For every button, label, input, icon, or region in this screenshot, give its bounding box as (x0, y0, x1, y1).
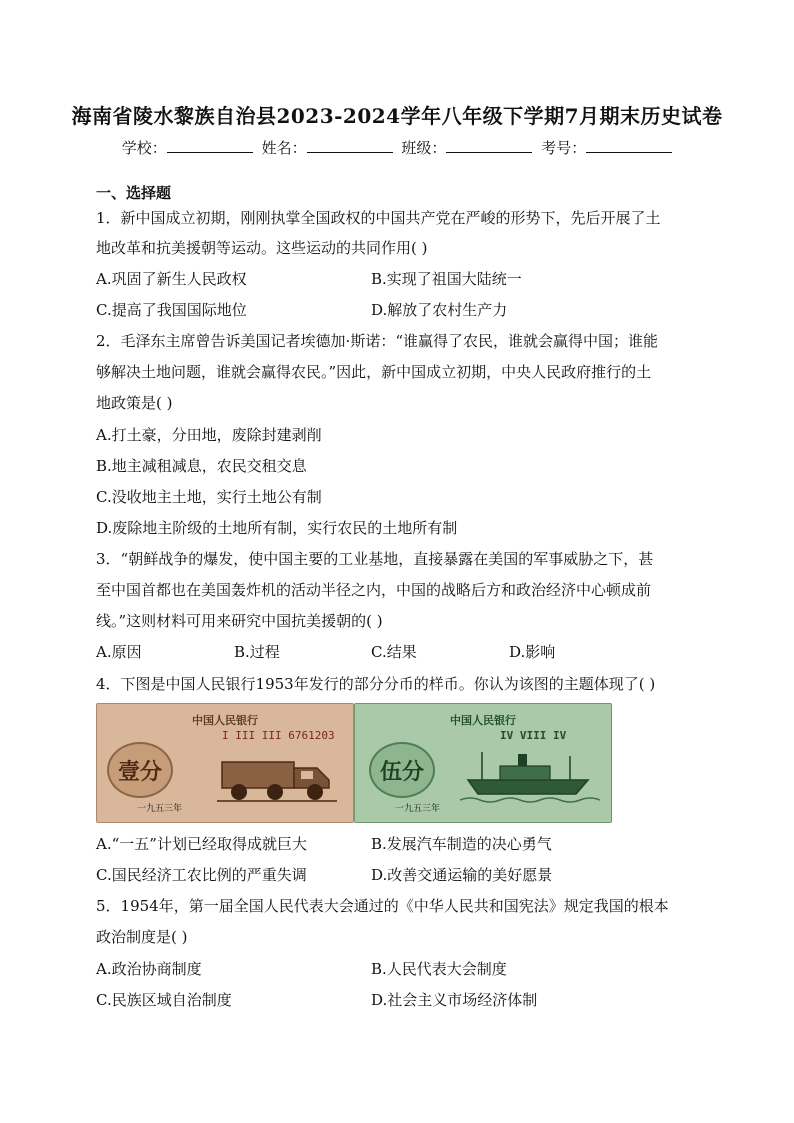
q2-line-1: 2．毛泽东主席曾告诉美国记者埃德加·斯诺：“谁赢得了农民，谁就会赢得中国；谁能 (96, 332, 658, 350)
student-info-line (0, 137, 794, 158)
ship-icon (460, 746, 600, 806)
q5-line-2: 政治制度是( ) (96, 928, 188, 946)
class-label: 班级： (401, 139, 447, 157)
one-fen-banknote (96, 703, 354, 823)
q3-line-2: 至中国首都也在美国轰炸机的活动半径之内，中国的战略后方和政治经济中心顿成前 (96, 581, 652, 599)
q5-option-a: A.政治协商制度 (96, 960, 202, 978)
school-label: 学校： (121, 139, 167, 157)
q3-line-3: 线。”这则材料可用来研究中国抗美援朝的( ) (96, 612, 383, 630)
school-blank (167, 138, 253, 153)
name-label: 姓名： (261, 139, 307, 157)
q1-option-b: B.实现了祖国大陆统一 (371, 270, 522, 288)
q2-option-a: A.打土豪，分田地，废除封建剥削 (96, 426, 322, 444)
exam-title: 海南省陵水黎族自治县2023-2024学年八年级下学期7月期末历史试卷 (71, 104, 723, 128)
q3-line-1: 3．“朝鲜战争的爆发，使中国主要的工业基地，直接暴露在美国的军事威胁之下，甚 (96, 550, 654, 568)
q1-line-1: 1．新中国成立初期，刚刚执掌全国政权的中国共产党在严峻的形势下，先后开展了土 (96, 209, 661, 227)
q5-line-1: 5．1954年，第一届全国人民代表大会通过的《中华人民共和国宪法》规定我国的根本 (96, 897, 669, 915)
q4-option-a: A.“一五”计划已经取得成就巨大 (96, 835, 307, 853)
q4-option-c: C.国民经济工农比例的严重失调 (96, 866, 307, 884)
note2-denomination: 伍分 (369, 742, 435, 798)
q2-line-2: 够解决土地问题，谁就会赢得农民。”因此，新中国成立初期，中央人民政府推行的土 (96, 363, 652, 381)
q1-option-d: D.解放了农村生产力 (371, 301, 508, 319)
q4-option-b: B.发展汽车制造的决心勇气 (371, 835, 552, 853)
q1-line-2: 地改革和抗美援朝等运动。这些运动的共同作用( ) (96, 239, 428, 257)
q3-option-c: C.结果 (371, 643, 417, 661)
q5-option-d: D.社会主义市场经济体制 (371, 991, 538, 1009)
q2-option-d: D.废除地主阶级的土地所有制，实行农民的土地所有制 (96, 519, 458, 537)
q4-option-d: D.改善交通运输的美好愿景 (371, 866, 553, 884)
q5-option-b: B.人民代表大会制度 (371, 960, 507, 978)
note1-bank-name: 中国人民银行 (192, 714, 258, 727)
q5-option-c: C.民族区域自治制度 (96, 991, 232, 1009)
banknote-image (96, 703, 610, 821)
truck-icon (217, 744, 337, 804)
five-fen-banknote (354, 703, 612, 823)
q2-option-c: C.没收地主土地，实行土地公有制 (96, 488, 322, 506)
note2-serial: IV VIII IV (500, 729, 567, 742)
exam-number-label: 考号： (541, 139, 587, 157)
note1-serial: I III III 6761203 (222, 729, 335, 742)
q3-option-b: B.过程 (234, 643, 280, 661)
q1-option-a: A.巩固了新生人民政权 (96, 270, 247, 288)
exam-number-blank (586, 138, 672, 153)
q1-option-c: C.提高了我国国际地位 (96, 301, 247, 319)
note2-bank-name: 中国人民银行 (450, 714, 516, 727)
section-heading: 一、选择题 (96, 184, 172, 202)
q3-option-d: D.影响 (509, 643, 556, 661)
name-blank (307, 138, 393, 153)
q2-option-b: B.地主减租减息，农民交租交息 (96, 457, 307, 475)
note1-year: 一九五三年 (137, 804, 183, 814)
note2-year: 一九五三年 (395, 804, 441, 814)
q4-line-1: 4．下图是中国人民银行1953年发行的部分分币的样币。你认为该图的主题体现了( ) (96, 675, 656, 693)
q2-line-3: 地政策是( ) (96, 394, 173, 412)
note1-denomination: 壹分 (107, 742, 173, 798)
q3-option-a: A.原因 (96, 643, 142, 661)
class-blank (446, 138, 532, 153)
